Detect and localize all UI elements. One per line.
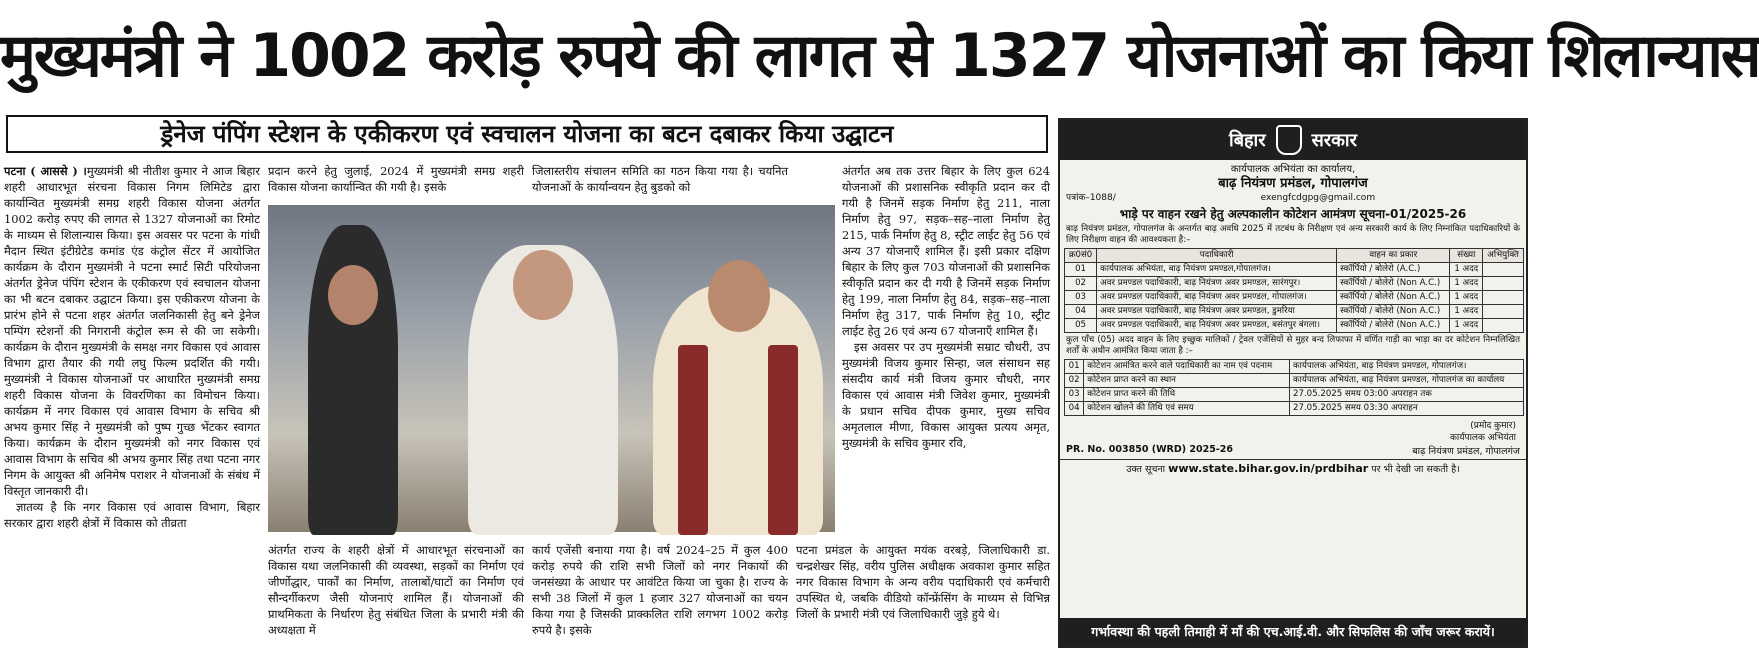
article-text: अंतर्गत अब तक उत्तर बिहार के लिए कुल 624 योजनाओं की प्रशासनिक स्वीकृति प्रदान कर दी गयी है जिनमें सड़क निर्माण हेतु 211, नाला निर्माण हेतु 97, सड़क–सह–नाला निर्माण हेतु 215, पार्क निर्माण हेतु 8, स्ट्रीट लाईट हेतु 56 एवं अन्य 37 योजनाएँ शामिल हैं। इसी प्रकार दक्षिण बिहार के लिए कुल 703 योजनाओं की प्रशासनिक स्वीकृति प्रदान कर दी गयी है जिनमें सड़क निर्माण हेतु 199, नाला निर्माण हेतु 84, सड़क–सह–नाला निर्माण हेतु 317, पार्क निर्माण हेतु 10, स्ट्रीट लाईट हेतु 26 एवं अन्य 67 योजनाएँ शामिल हैं। (842, 164, 1050, 338)
table-header: क्र0सं0 (1065, 249, 1097, 263)
table-header: संख्या (1450, 249, 1483, 263)
table-cell: स्कॉर्पियो / बोलेरो (Non A.C.) (1337, 277, 1450, 291)
table-header: अभियुक्ति (1483, 249, 1524, 263)
table-cell: कार्यपालक अभियंता, बाढ़ नियंत्रण प्रमण्डल,गोपालगंज। (1097, 263, 1337, 277)
terms-cell: 03 (1065, 388, 1084, 402)
table-cell: स्कॉर्पियो / बोलेरो (Non A.C.) (1337, 319, 1450, 333)
subheadline: ड्रेनेज पंपिंग स्टेशन के एकीकरण एवं स्वचालन योजना का बटन दबाकर किया उद्घाटन (6, 115, 1048, 153)
article-column-1 (4, 163, 260, 653)
table-cell (1483, 291, 1524, 305)
table-cell: स्कॉर्पियो / बोलेरो (Non A.C.) (1337, 305, 1450, 319)
table-cell (1483, 319, 1524, 333)
dateline: पटना ( आससे ) । (4, 164, 87, 178)
table-cell (1483, 305, 1524, 319)
terms-cell: 01 (1065, 360, 1084, 374)
table-cell: 01 (1065, 263, 1097, 277)
web-prefix: उक्त सूचना (1126, 464, 1166, 475)
letter-row (1060, 192, 1526, 204)
signature-name: (प्रमोद कुमार) (1470, 421, 1516, 431)
terms-cell: कोटेशन प्राप्त करने का स्थान (1084, 374, 1290, 388)
table-cell: 02 (1065, 277, 1097, 291)
web-suffix: पर भी देखी जा सकती है। (1371, 464, 1460, 475)
table-cell: स्कॉर्पियो / बोलेरो (Non A.C.) (1337, 291, 1450, 305)
event-photo (268, 205, 835, 532)
article-column-2-top (268, 163, 524, 199)
terms-cell: कोटेशन प्राप्त करने की तिथि (1084, 388, 1290, 402)
table-cell: अवर प्रमण्डल पदाधिकारी, बाढ़ नियंत्रण अवर प्रमण्डल, डुमरिया (1097, 305, 1337, 319)
table-cell: 1 अदद (1450, 305, 1483, 319)
terms-cell: 27.05.2025 समय 03:30 अपराहन (1290, 402, 1524, 416)
table-cell: स्कॉर्पियो / बोलेरो (A.C.) (1337, 263, 1450, 277)
terms-row (1065, 374, 1524, 388)
article-para-2: ज्ञातव्य है कि नगर विकास एवं आवास विभाग, बिहार सरकार द्वारा शहरी क्षेत्रों में विकास को तीव्रता (4, 500, 260, 530)
article-text: इस अवसर पर उप मुख्यमंत्री सम्राट चौधरी, उप मुख्यमंत्री विजय कुमार सिन्हा, जल संसाधन सह संसदीय कार्य मंत्री विजय कुमार चौधरी, नगर विकास एवं आवास मंत्री जिवेश कुमार, मुख्यमंत्री के प्रधान सचिव दीपक कुमार, मुख्य सचिव अमृतलाल मीणा, विकास आयुक्त प्रत्यय अमृत, मुख्यमंत्री के सचिव कुमार रवि, (842, 340, 1050, 450)
table-cell: अवर प्रमण्डल पदाधिकारी, बाढ़ नियंत्रण अवर प्रमण्डल, बसंतपुर बंगला। (1097, 319, 1337, 333)
terms-row (1065, 388, 1524, 402)
article-column-4-bottom (796, 542, 1050, 654)
table-row (1065, 263, 1524, 277)
table-cell (1483, 263, 1524, 277)
table-cell: 1 अदद (1450, 291, 1483, 305)
emblem-icon (1276, 125, 1302, 155)
article-column-3-bottom (532, 542, 788, 654)
article-text: अंतर्गत राज्य के शहरी क्षेत्रों में आधारभूत संरचनाओं का विकास यथा जलनिकासी की व्यवस्था, सड़कों का निर्माण एवं जीर्णोद्धार, पार्कों का निर्माण, तालाबों/घाटों का निर्माण एवं सौन्दर्गीकरण जैसी योजनाएं शामिल हैं। योजनाओं की प्राथमिकता के निर्धारण हेतु संबंधित जिला के प्रभारी मंत्री की अध्यक्षता में (268, 543, 524, 637)
table-header: वाहन का प्रकार (1337, 249, 1450, 263)
notice-title: भाड़े पर वाहन रखने हेतु अल्पकालीन कोटेशन आमंत्रण सूचना-01/2025-26 (1119, 207, 1467, 221)
office-name: बाढ़ नियंत्रण प्रमंडल, गोपालगंज (1218, 176, 1368, 191)
article-text: प्रदान करने हेतु जुलाई, 2024 में मुख्यमंत्री समग्र शहरी विकास योजना कार्यान्वित की गयी है। इसके (268, 164, 524, 194)
table-row (1065, 305, 1524, 319)
terms-cell: कोटेशन आमंत्रित करने वाले पदाधिकारी का नाम एवं पदनाम (1084, 360, 1290, 374)
terms-cell: 04 (1065, 402, 1084, 416)
gov-state-label: बिहार (1229, 130, 1266, 151)
article-text: मुख्यमंत्री श्री नीतीश कुमार ने आज बिहार शहरी आधारभूत संरचना विकास निगम लिमिटेड द्वारा कार्यान्वित मुख्यमंत्री समग्र शहरी विकास योजना अंतर्गत 1002 करोड़ रुपए की लागत से 1327 योजनाओं का रिमोट के माध्यम से शिलान्यास किया। इस अवसर पर पटना के गांधी मैदान स्थित इंटीग्रेटेड कमांड एंड कंट्रोल सेंटर में आयोजित कार्यक्रम के दौरान मुख्यमंत्री ने पटना स्मार्ट सिटी परियोजना अंतर्गत ड्रेनेज पंपिंग स्टेशन के एकीकरण एवं स्वचालन योजना का भी बटन दबाकर उद्घाटन किया। इस एकीकरण योजना के प्रारंभ होने से पटना शहर अंतर्गत जलनिकासी हेतु बने ड्रेनेज पम्पिंग स्टेशनों की निगरानी कंट्रोल रूम से की जा सकेगी। कार्यक्रम के दौरान मुख्यमंत्री के समक्ष नगर विकास एवं आवास विभाग द्वारा तैयार की गयी लघु फिल्म प्रदर्शित की गयी। मुख्यमंत्री ने विकास योजनाओं पर आधारित मुख्यमंत्री समग्र शहरी विकास योजना के विवरणिका का विमोचन किया। कार्यक्रम में नगर विकास एवं आवास विभाग के सचिव श्री अभय कुमार सिंह ने मुख्यमंत्री को पुष्प गुच्छ भेंटकर स्वागत किया। कार्यक्रम के दौरान मुख्यमंत्री को नगर विकास एवं आवास विभाग के सचिव श्री अभय कुमार सिंह तथा पटना नगर निगम के आयुक्त श्री अनिमेष पराशर ने योजनाओं के संबंध में विस्तृत जानकारी दी। (4, 164, 261, 498)
notice-mid-text: कुल पाँच (05) अदद वाहन के लिए इच्छुक मालिकों / ट्रेवल एजेंसियों से मुहर बन्द लिफाफा में वर्णित गाड़ी का भाड़ा का दर कोटेशन निम्नलिखित शर्तों के अधीन आमंत्रित किया जाता है :– (1066, 335, 1520, 356)
government-notice (1058, 118, 1528, 648)
table-header: पदाधिकारी (1097, 249, 1337, 263)
article-column-3-top (532, 163, 788, 199)
signature-designation: कार्यपालक अभियंता (1450, 433, 1516, 443)
office-line: कार्यपालक अभियंता का कार्यालय, (1230, 164, 1356, 175)
table-cell: अवर प्रमण्डल पदाधिकारी, बाढ़ नियंत्रण अवर प्रमण्डल, सारंगपुर। (1097, 277, 1337, 291)
website-link[interactable]: www.state.bihar.gov.in/prdbihar (1168, 462, 1369, 475)
terms-cell: 02 (1065, 374, 1084, 388)
table-row (1065, 291, 1524, 305)
table-row (1065, 319, 1524, 333)
table-cell: 04 (1065, 305, 1097, 319)
table-cell: 1 अदद (1450, 263, 1483, 277)
terms-table (1064, 359, 1524, 416)
vehicle-table (1064, 248, 1524, 333)
notice-footer (1060, 444, 1526, 457)
table-cell: 1 अदद (1450, 277, 1483, 291)
table-cell: अवर प्रमण्डल पदाधिकारी, बाढ़ नियंत्रण अवर प्रमण्डल, गोपालगंज। (1097, 291, 1337, 305)
health-banner: गर्भावस्था की पहली तिमाही में माँ की एच.आई.वी. और सिफलिस की जाँच जरूर करायें। (1060, 618, 1526, 646)
article-para-1 (4, 163, 260, 499)
table-cell: 1 अदद (1450, 319, 1483, 333)
terms-row (1065, 360, 1524, 374)
gov-header (1060, 120, 1526, 160)
signature-office: बाढ़ नियंत्रण प्रमंडल, गोपालगंज (1412, 446, 1520, 457)
terms-row (1065, 402, 1524, 416)
article-text: पटना प्रमंडल के आयुक्त मयंक वरबड़े, जिलाधिकारी डा. चन्द्रशेखर सिंह, वरीय पुलिस अधीक्षक अवकाश कुमार सहित नगर विकास विभाग के अन्य वरीय पदाधिकारी एवं कर्मचारी उपस्थित थे, जबकि वीडियो कॉन्फ्रेंसिंग के माध्यम से विभिन्न जिलों के प्रभारी मंत्री एवं जिलाधिकारी जुड़े हुये थे। (796, 543, 1050, 621)
table-cell: 05 (1065, 319, 1097, 333)
gov-label: सरकार (1311, 130, 1357, 151)
terms-cell: कोटेशन खोलने की तिथि एवं समय (1084, 402, 1290, 416)
letter-number: पत्रांक–1088/ (1066, 193, 1116, 203)
main-headline: मुख्यमंत्री ने 1002 करोड़ रुपये की लागत से 1327 योजनाओं का किया शिलान्यास (0, 21, 1759, 91)
table-row (1065, 277, 1524, 291)
terms-cell: कार्यपालक अभियंता, बाढ़ नियंत्रण प्रमण्डल, गोपालगंज। (1290, 360, 1524, 374)
notice-intro: बाढ़ नियंत्रण प्रमंडल, गोपालगंज के अन्तर्गत बाढ़ अवधि 2025 में तटबंध के निरीक्षण एवं अन्य सरकारी कार्य के लिए निम्नांकित पदाधिकारियों के लिए निरीक्षण वाहन की आवश्यकता है:– (1066, 224, 1520, 245)
article-column-2-bottom (268, 542, 524, 654)
article-column-4 (842, 163, 1050, 541)
article-text: जिलास्तरीय संचालन समिति का गठन किया गया है। चयनित योजनाओं के कार्यान्वयन हेतु बुडको को (532, 164, 788, 194)
office-email: exengfcdgpg@gmail.com (1260, 193, 1376, 203)
table-cell: 03 (1065, 291, 1097, 305)
terms-cell: 27.05.2025 समय 03:00 अपराहन तक (1290, 388, 1524, 402)
table-cell (1483, 277, 1524, 291)
article-text: कार्य एजेंसी बनाया गया है। वर्ष 2024–25 में कुल 400 करोड़ रुपये की राशि सभी जिलों को नगर निकायों की जनसंख्या के आधार पर आवंटित किया जा चुका है। राज्य के सभी 38 जिलों में कुल 1 हजार 327 योजनाओं का चयन किया गया है जिसकी प्राक्कलित राशि लगभग 1002 करोड़ रुपये है। इसके (532, 543, 788, 637)
website-line (1060, 459, 1526, 475)
pr-number: PR. No. 003850 (WRD) 2025-26 (1066, 444, 1234, 455)
terms-cell: कार्यपालक अभियंता, बाढ़ नियंत्रण प्रमण्डल, गोपालगंज का कार्यालय (1290, 374, 1524, 388)
